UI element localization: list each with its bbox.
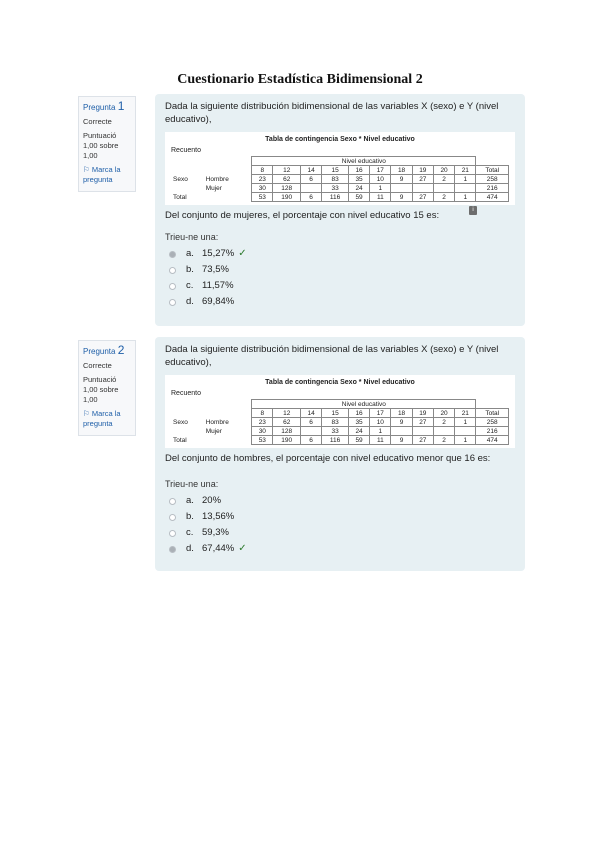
table-cell: 116 <box>322 193 349 202</box>
table-row <box>171 175 509 184</box>
option-letter: d. <box>186 296 194 307</box>
table-col-header: 20 <box>433 166 454 175</box>
table-cell: 30 <box>252 184 273 193</box>
table-cell <box>412 427 433 436</box>
option-text: 67,44% <box>202 543 235 554</box>
option-text: 11,57% <box>202 280 234 291</box>
table-cell: 27 <box>412 436 433 445</box>
option-letter: b. <box>186 511 194 522</box>
table-cell: 23 <box>252 175 273 184</box>
question-info-1 <box>78 96 136 192</box>
table-col-header: 19 <box>412 409 433 418</box>
table-cell: 128 <box>273 427 301 436</box>
flag-label: Marca la pregunta <box>83 165 121 184</box>
radio-button[interactable] <box>169 283 176 290</box>
answer-option-d[interactable] <box>169 541 515 557</box>
table-cell <box>300 184 321 193</box>
question-prompt: Del conjunto de mujeres, el porcentaje con nivel educativo 15 es: <box>165 210 440 221</box>
table-cell: 2 <box>433 193 454 202</box>
table-cell <box>455 427 476 436</box>
question-number: 2 <box>117 343 125 357</box>
contingency-table-figure <box>165 375 515 448</box>
table-col-header: 14 <box>300 409 321 418</box>
table-row-group-label: Sexo <box>173 175 188 183</box>
flag-question-link[interactable] <box>83 409 131 429</box>
answer-option-c[interactable] <box>169 525 515 541</box>
table-col-header: 18 <box>391 166 412 175</box>
table-cell: 474 <box>476 193 509 202</box>
table-cell: 9 <box>391 193 412 202</box>
table-cell: 6 <box>300 175 321 184</box>
table-group-header: Nivel educativo <box>252 400 476 409</box>
table-row-group-label: Sexo <box>173 418 188 426</box>
table-group-header: Nivel educativo <box>252 157 476 166</box>
table-cell: 2 <box>433 418 454 427</box>
question-label: Pregunta <box>83 103 116 112</box>
table-cell: 10 <box>370 175 391 184</box>
answer-options <box>165 246 515 310</box>
flag-question-link[interactable] <box>83 165 131 185</box>
radio-button[interactable] <box>169 299 176 306</box>
table-cell: 2 <box>433 436 454 445</box>
table-cell <box>455 184 476 193</box>
table-cell: 33 <box>322 427 349 436</box>
question-intro: Dada la siguiente distribución bidimensional de las variables X (sexo) e Y (nivel educativo), <box>165 344 499 368</box>
answer-option-d[interactable] <box>169 294 515 310</box>
table-cell: 1 <box>455 418 476 427</box>
table-row-label: Mujer <box>205 427 222 435</box>
table-col-header: Total <box>476 166 509 175</box>
table-col-header: 20 <box>433 409 454 418</box>
table-cell: 27 <box>412 175 433 184</box>
check-icon: ✓ <box>238 543 247 554</box>
flag-icon: ⚐ <box>83 409 90 418</box>
radio-button[interactable] <box>169 546 176 553</box>
table-cell: 53 <box>252 193 273 202</box>
table-cell: 83 <box>322 175 349 184</box>
option-letter: c. <box>186 527 194 538</box>
table-cell <box>391 427 412 436</box>
option-text: 73,5% <box>202 264 229 275</box>
table-cell: 35 <box>348 418 369 427</box>
question-content-1 <box>155 94 525 326</box>
table-col-header: 12 <box>273 409 301 418</box>
table-cell: 190 <box>273 193 301 202</box>
option-text: 59,3% <box>202 527 229 538</box>
table-cell: 474 <box>476 436 509 445</box>
table-cell: 23 <box>252 418 273 427</box>
question-grade: Puntuació 1,00 sobre 1,00 <box>83 131 119 160</box>
table-caption: Tabla de contingencia Sexo * Nivel educativo <box>265 379 415 386</box>
table-cell: 216 <box>476 427 509 436</box>
table-cell <box>391 184 412 193</box>
table-recuento: Recuento <box>171 147 201 154</box>
choose-one-label: Trieu-ne una: <box>165 232 219 242</box>
table-cell: 6 <box>300 193 321 202</box>
answer-options <box>165 493 515 557</box>
table-cell: 24 <box>348 184 369 193</box>
answer-option-a[interactable] <box>169 493 515 509</box>
table-row-label: Hombre <box>205 418 229 426</box>
option-text: 13,56% <box>202 511 235 522</box>
table-cell: 1 <box>370 427 391 436</box>
question-number-1 <box>83 101 131 113</box>
table-row <box>171 436 509 445</box>
radio-button[interactable] <box>169 267 176 274</box>
option-letter: a. <box>186 495 194 506</box>
question-label: Pregunta <box>83 347 116 356</box>
table-cell: 9 <box>391 418 412 427</box>
table-cell: 9 <box>391 436 412 445</box>
table-col-header: 17 <box>370 166 391 175</box>
table-col-header: 16 <box>348 409 369 418</box>
table-recuento: Recuento <box>171 390 201 397</box>
option-letter: a. <box>186 248 194 259</box>
contingency-table <box>171 399 509 445</box>
table-cell: 83 <box>322 418 349 427</box>
table-cell <box>300 427 321 436</box>
table-cell: 35 <box>348 175 369 184</box>
table-cell: 258 <box>476 175 509 184</box>
table-col-header: Total <box>476 409 509 418</box>
table-cell: 27 <box>412 418 433 427</box>
table-cell: 1 <box>370 184 391 193</box>
answer-option-c[interactable] <box>169 278 515 294</box>
choose-one-label: Trieu-ne una: <box>165 479 219 489</box>
table-cell: 1 <box>455 436 476 445</box>
table-cell: 53 <box>252 436 273 445</box>
option-text: 15,27% <box>202 248 235 259</box>
table-cell: 2 <box>433 175 454 184</box>
question-grade: Puntuació 1,00 sobre 1,00 <box>83 375 119 404</box>
table-cell: 59 <box>348 193 369 202</box>
table-cell: 11 <box>370 193 391 202</box>
table-cell: 128 <box>273 184 301 193</box>
table-row-label: Hombre <box>205 175 229 183</box>
table-cell <box>433 184 454 193</box>
answer-option-b[interactable] <box>169 509 515 525</box>
radio-button[interactable] <box>169 251 176 258</box>
flag-label: Marca la pregunta <box>83 409 121 428</box>
table-cell: 116 <box>322 436 349 445</box>
table-cell: 6 <box>300 436 321 445</box>
question-state: Correcte <box>83 361 112 370</box>
table-cell: 9 <box>391 175 412 184</box>
contingency-table-figure <box>165 132 515 205</box>
table-col-header: 8 <box>252 166 273 175</box>
table-row-label: Mujer <box>205 184 222 192</box>
table-col-header: 21 <box>455 409 476 418</box>
table-cell: 11 <box>370 436 391 445</box>
table-cell: 190 <box>273 436 301 445</box>
table-col-header: 19 <box>412 166 433 175</box>
table-cell <box>433 427 454 436</box>
table-cell: 1 <box>455 175 476 184</box>
table-cell: 33 <box>322 184 349 193</box>
table-col-header: 21 <box>455 166 476 175</box>
question-state: Correcte <box>83 117 112 126</box>
table-cell: 10 <box>370 418 391 427</box>
table-row-label: Total <box>173 193 187 201</box>
table-col-header: 14 <box>300 166 321 175</box>
table-cell: 62 <box>273 175 301 184</box>
table-cell: 1 <box>455 193 476 202</box>
question-number: 1 <box>117 99 125 113</box>
option-letter: b. <box>186 264 194 275</box>
radio-button[interactable] <box>169 498 176 505</box>
table-row <box>171 418 509 427</box>
table-col-header: 16 <box>348 166 369 175</box>
table-cell: 27 <box>412 193 433 202</box>
option-letter: d. <box>186 543 194 554</box>
info-icon[interactable]: i <box>469 206 477 215</box>
table-row-label: Total <box>173 436 187 444</box>
table-col-header: 8 <box>252 409 273 418</box>
answer-option-a[interactable] <box>169 246 515 262</box>
table-row <box>171 427 509 436</box>
table-cell: 216 <box>476 184 509 193</box>
option-text: 69,84% <box>202 296 235 307</box>
table-cell: 62 <box>273 418 301 427</box>
table-col-header: 15 <box>322 409 349 418</box>
question-intro: Dada la siguiente distribución bidimensional de las variables X (sexo) e Y (nivel educativo), <box>165 101 499 125</box>
table-header-row <box>171 166 509 175</box>
table-col-header: 17 <box>370 409 391 418</box>
question-info-2 <box>78 340 136 436</box>
radio-button[interactable] <box>169 530 176 537</box>
table-row <box>171 193 509 202</box>
answer-option-b[interactable] <box>169 262 515 278</box>
check-icon: ✓ <box>238 248 247 259</box>
table-col-header: 15 <box>322 166 349 175</box>
page-title: Cuestionario Estadística Bidimensional 2 <box>177 72 423 87</box>
question-prompt: Del conjunto de hombres, el porcentaje con nivel educativo menor que 16 es: <box>165 453 491 464</box>
question-content-2 <box>155 337 525 571</box>
table-col-header: 18 <box>391 409 412 418</box>
table-cell: 24 <box>348 427 369 436</box>
table-caption: Tabla de contingencia Sexo * Nivel educativo <box>265 136 415 143</box>
radio-button[interactable] <box>169 514 176 521</box>
table-cell: 6 <box>300 418 321 427</box>
option-text: 20% <box>202 495 222 506</box>
table-cell: 30 <box>252 427 273 436</box>
table-cell <box>412 184 433 193</box>
contingency-table <box>171 156 509 202</box>
question-number-2 <box>83 345 131 357</box>
table-cell: 59 <box>348 436 369 445</box>
flag-icon: ⚐ <box>83 165 90 174</box>
table-header-row <box>171 409 509 418</box>
table-col-header: 12 <box>273 166 301 175</box>
option-letter: c. <box>186 280 194 291</box>
table-cell: 258 <box>476 418 509 427</box>
table-row <box>171 184 509 193</box>
